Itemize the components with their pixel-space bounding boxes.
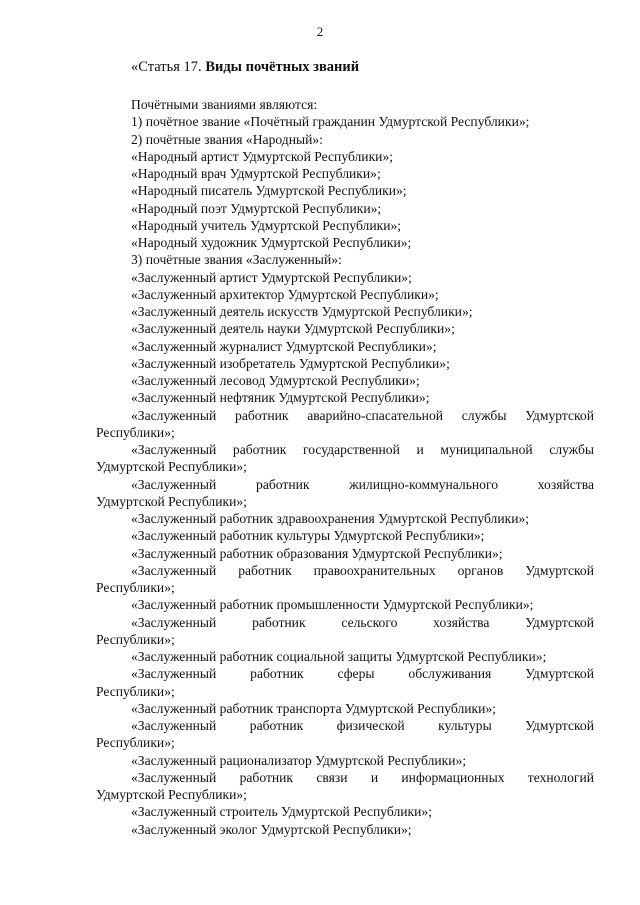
text-line: «Заслуженный работник промышленности Удмуртской Республики»; xyxy=(131,597,534,613)
article-title: Виды почётных званий xyxy=(205,59,360,75)
text-line: «Заслуженный работник физической культуры Удмуртской xyxy=(131,718,594,733)
text-line: «Заслуженный лесовод Удмуртской Республики»; xyxy=(131,373,420,388)
text-line: «Заслуженный журналист Удмуртской Республики»; xyxy=(131,338,437,354)
text-line: 3) почётные звания «Заслуженный»: xyxy=(131,252,342,268)
text-line: Республики»; xyxy=(96,735,175,751)
text-line: «Заслуженный изобретатель Удмуртской Республики»; xyxy=(131,355,450,371)
text-line: «Заслуженный строитель Удмуртской Республики»; xyxy=(131,804,432,820)
text-line: Республики»; xyxy=(96,631,175,647)
text-line: Республики»; xyxy=(96,424,175,440)
text-line: Республики»; xyxy=(96,683,175,699)
text-line: «Заслуженный работник сферы обслуживания Удмуртской xyxy=(131,666,594,682)
article-prefix: «Статья 17. xyxy=(131,59,206,75)
text-line: 2) почётные звания «Народный»: xyxy=(131,131,323,147)
text-line: «Народный поэт Удмуртской Республики»; xyxy=(131,200,382,216)
text-line: «Заслуженный работник правоохранительных органов Удмуртской xyxy=(131,562,594,578)
text-line: «Заслуженный деятель науки Удмуртской Республики»; xyxy=(131,321,455,337)
text-line: «Народный артист Удмуртской Республики»; xyxy=(131,148,394,164)
text-line: Удмуртской Республики»; xyxy=(96,459,247,475)
text-line: «Заслуженный артист Удмуртской Республики»; xyxy=(131,269,412,285)
page-number: 2 xyxy=(316,24,324,39)
text-line: «Народный художник Удмуртской Республики»; xyxy=(131,235,412,250)
text-line: Удмуртской Республики»; xyxy=(96,787,247,802)
text-line: Удмуртской Республики»; xyxy=(96,493,247,509)
text-line: «Заслуженный работник транспорта Удмуртской Республики»; xyxy=(131,700,496,716)
text-line: «Заслуженный архитектор Удмуртской Республики»; xyxy=(131,286,439,302)
text-line: 1) почётное звание «Почётный гражданин Удмуртской Республики»; xyxy=(131,114,530,130)
text-line: «Заслуженный эколог Удмуртской Республики»; xyxy=(131,821,412,837)
text-line: «Заслуженный работник связи и информационных технологий xyxy=(131,769,594,785)
text-line: «Заслуженный работник здравоохранения Удмуртской Республики»; xyxy=(131,511,530,526)
text-line: «Заслуженный работник жилищно-коммунального хозяйства xyxy=(131,476,594,492)
text-line: «Заслуженный работник образования Удмуртской Республики»; xyxy=(131,545,503,561)
text-line: «Народный писатель Удмуртской Республики»; xyxy=(131,183,407,199)
text-line: «Заслуженный нефтяник Удмуртской Республики»; xyxy=(131,390,430,406)
text-line: Почётными званиями являются: xyxy=(131,97,318,112)
text-line: Республики»; xyxy=(96,580,175,595)
text-line: «Заслуженный деятель искусств Удмуртской Республики»; xyxy=(131,304,473,319)
text-line: «Народный врач Удмуртской Республики»; xyxy=(131,166,381,181)
text-line: «Заслуженный работник сельского хозяйства Удмуртской xyxy=(131,614,594,630)
article-heading xyxy=(131,59,359,76)
text-line: «Заслуженный работник аварийно-спасательной службы Удмуртской xyxy=(131,407,594,423)
text-line: «Заслуженный работник социальной защиты Удмуртской Республики»; xyxy=(131,649,547,664)
text-line: «Заслуженный работник государственной и муниципальной службы xyxy=(131,442,594,457)
text-line: «Заслуженный работник культуры Удмуртской Республики»; xyxy=(131,528,485,544)
text-line: «Заслуженный рационализатор Удмуртской Республики»; xyxy=(131,752,467,768)
text-line: «Народный учитель Удмуртской Республики»; xyxy=(131,217,402,233)
